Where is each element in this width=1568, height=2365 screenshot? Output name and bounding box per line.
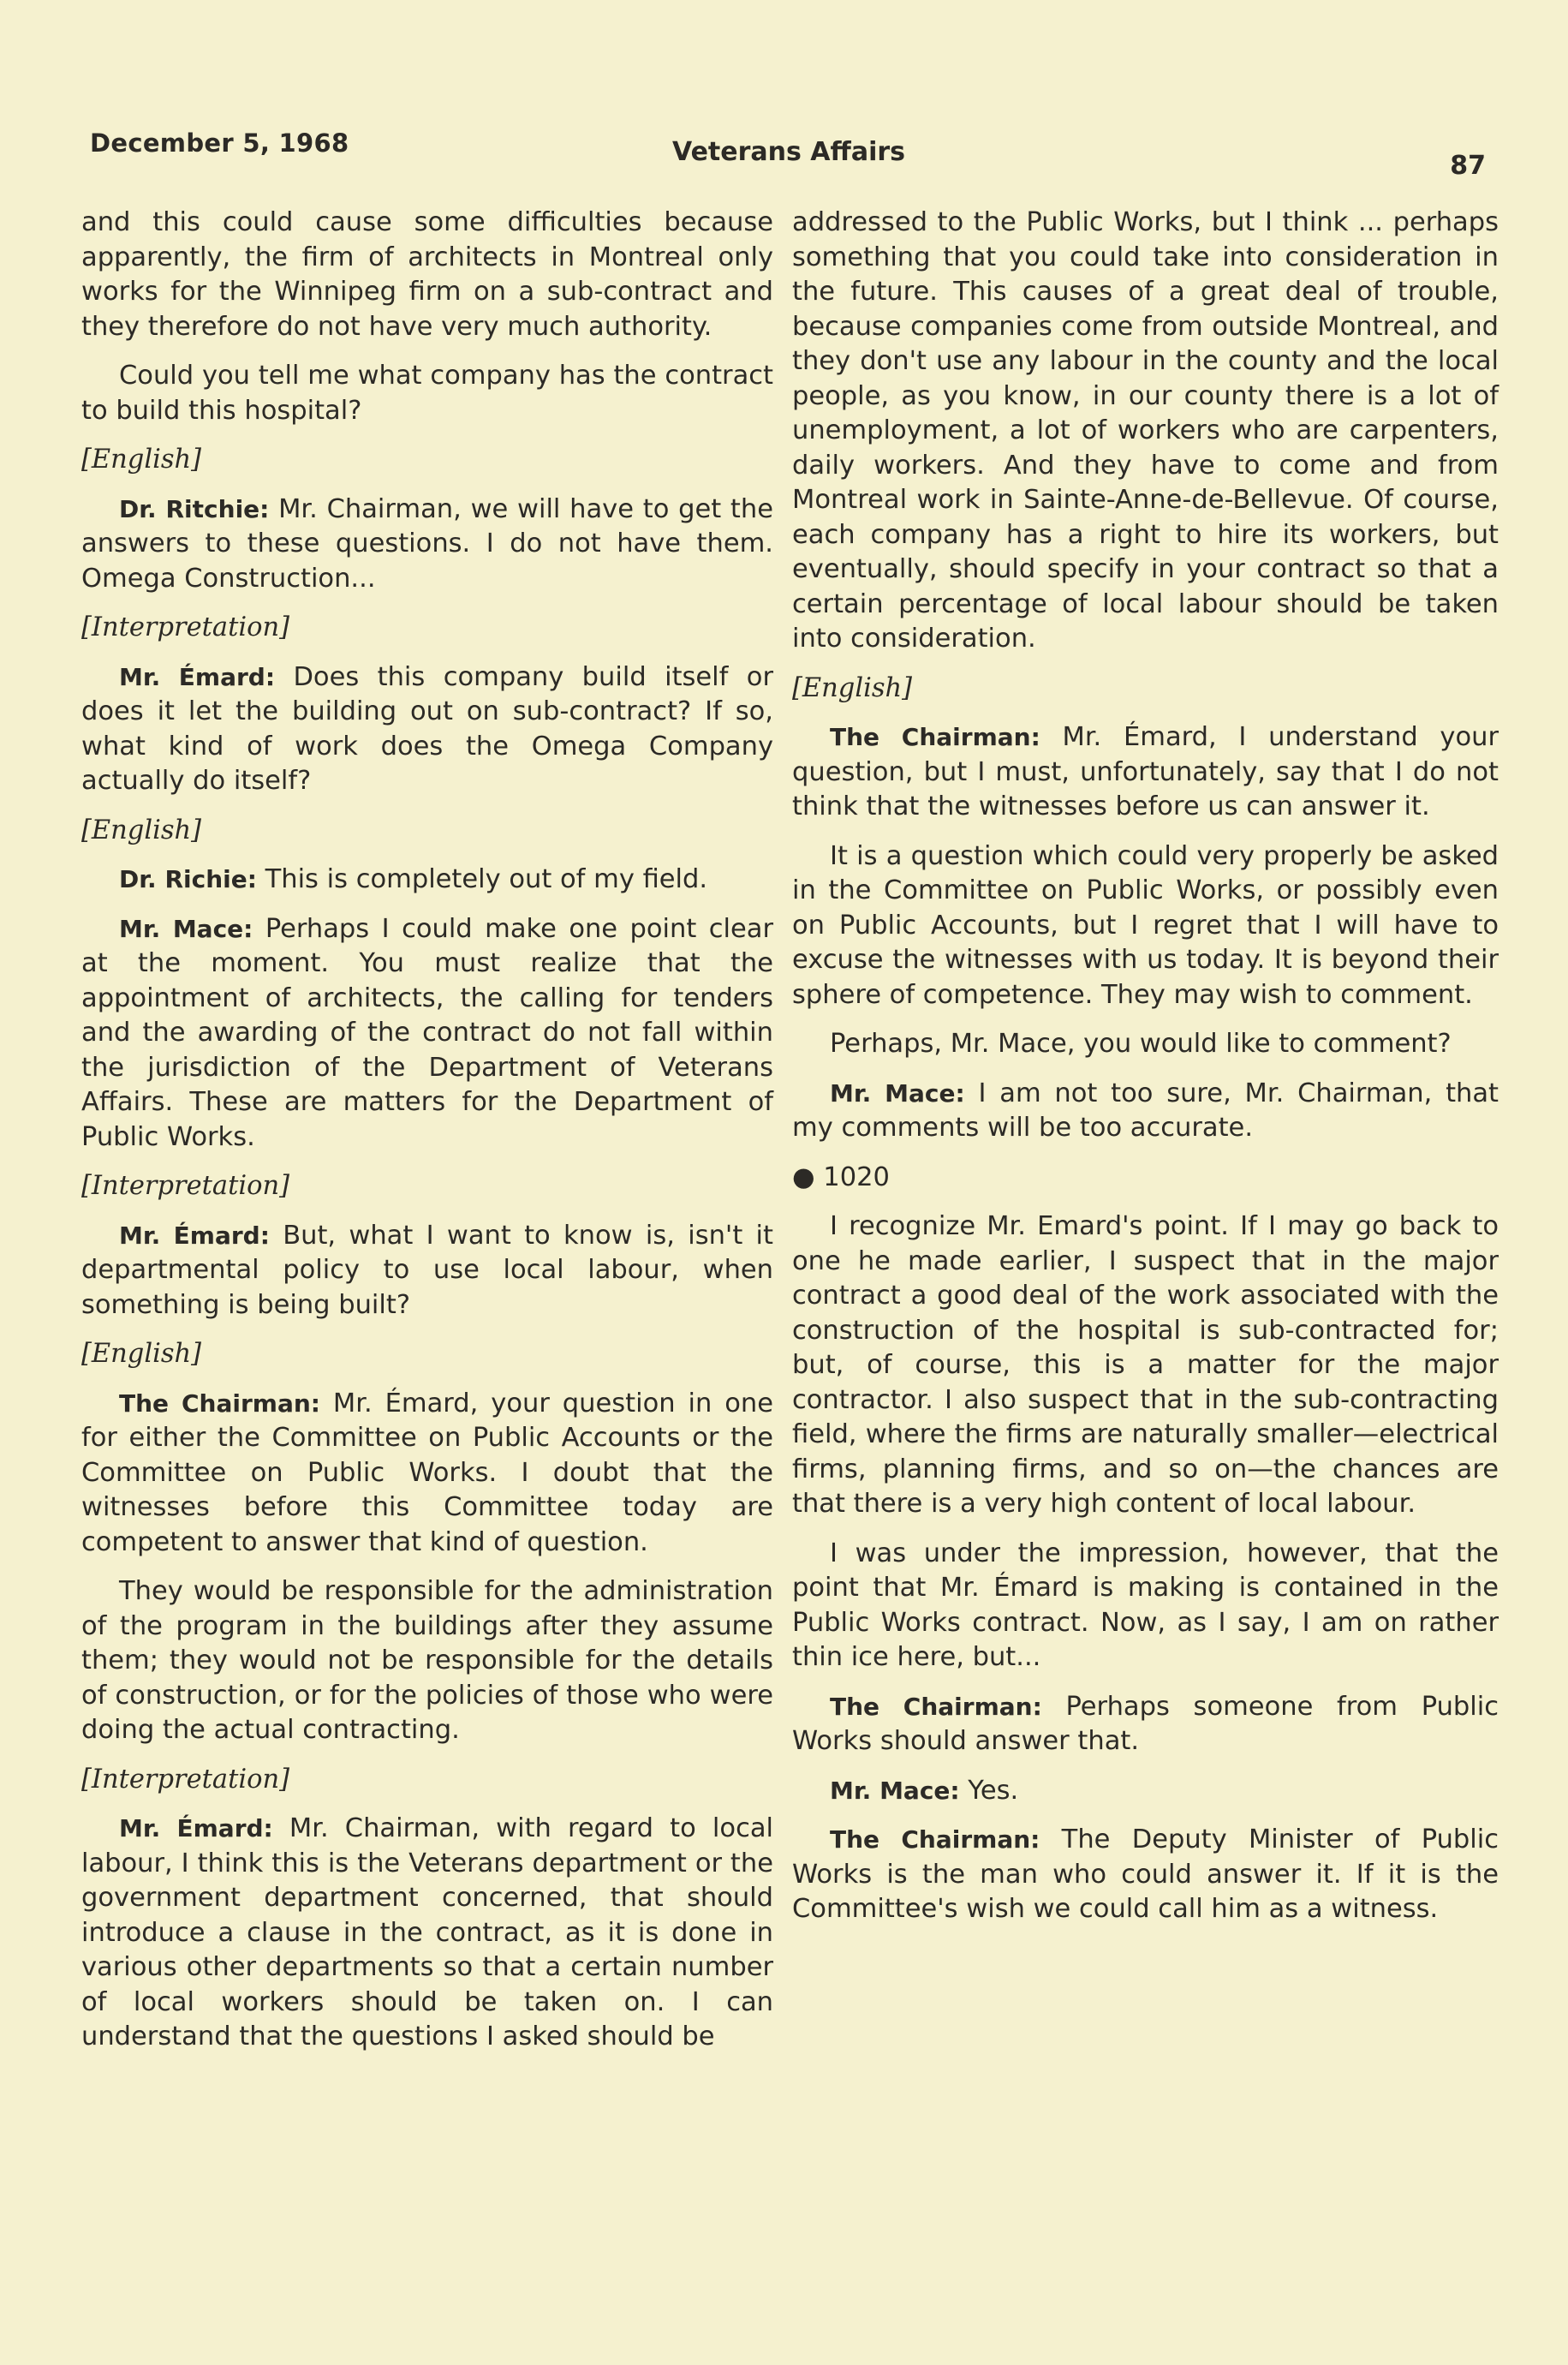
- time-marker: ● 1020: [792, 1162, 890, 1192]
- language-marker: [Interpretation]: [81, 1171, 289, 1201]
- speaker-name: Dr. Ritchie:: [119, 494, 270, 523]
- paragraph-text: Mr. Chairman, with regard to local labour, I think this is the Veterans department or the government department concerned, that should introduce a clause in the contract, as it is done in various other departments so that a certain number of local workers should be taken on. I can understand that the questions I asked should be: [81, 1813, 774, 2051]
- transcript-paragraph: [792, 1077, 1499, 1146]
- transcript-paragraph: [792, 206, 1499, 657]
- paragraph-text: Perhaps, Mr. Mace, you would like to comment?: [830, 1029, 1452, 1059]
- language-marker: [English]: [792, 672, 913, 703]
- paragraph-text: Perhaps someone from Public Works should answer that.: [792, 1691, 1499, 1756]
- transcript-paragraph: [792, 1823, 1499, 1927]
- speaker-name: The Chairman:: [830, 1825, 1040, 1854]
- paragraph-text: Mr. Chairman, we will have to get the answers to these questions. I do not have them. Omega Construction...: [81, 493, 773, 594]
- paragraph-text: Could you tell me what company has the contract to build this hospital?: [81, 361, 773, 426]
- page-header: [90, 128, 1486, 197]
- paragraph-text: It is a question which could very properly be asked in the Committee on Public Works, or possibly even on Public Accounts, but I regret that I will have to excuse the witnesses with us today. It is beyond their sphere of competence. They may wish to comment.: [792, 840, 1499, 1010]
- transcript-paragraph: [792, 1774, 1499, 1809]
- speaker-name: Dr. Richie:: [119, 865, 257, 893]
- paragraph-text: Mr. Émard, your question in one for either the Committee on Public Accounts or the Committee on Public Works. I doubt that the witnesses before this Committee today are competent to answer that kind of question.: [81, 1388, 773, 1557]
- transcript-paragraph: [792, 720, 1499, 825]
- transcript-paragraph: [81, 863, 773, 898]
- transcript-paragraph: [792, 1690, 1499, 1759]
- paragraph-text: I recognize Mr. Emard's point. If I may go back to one he made earlier, I suspect that in the major contract a good deal of the work associated with the construction of the hospital is sub-contracted for; but, of course, this is a matter for the major contractor. I also suspect that in the sub-contracting field, where the firms are naturally smaller—electrical firms, planning firms, and so on—the chances are that there is a very high content of local labour.: [792, 1211, 1499, 1519]
- paragraph-text: But, what I want to know is, isn't it departmental policy to use local labour, when something is being built?: [81, 1220, 773, 1320]
- language-marker: [English]: [81, 815, 202, 845]
- speaker-name: The Chairman:: [119, 1389, 320, 1418]
- paragraph-text: This is completely out of my field.: [256, 864, 708, 894]
- header-date: December 5, 1968: [90, 128, 349, 158]
- page-number: 87: [1450, 151, 1486, 181]
- transcript-paragraph: [792, 1027, 1499, 1062]
- transcript-paragraph: [792, 1209, 1499, 1522]
- transcript-paragraph: [81, 1574, 773, 1748]
- paragraph-text: and this could cause some difficulties because apparently, the firm of architects in Montreal only works for the Winnipeg firm on a sub-contract and they therefore do not have very much authority.: [81, 207, 773, 342]
- header-title: Veterans Affairs: [672, 137, 906, 167]
- paragraph-text: addressed to the Public Works, but I think ... perhaps something that you could take into consideration in the future. This causes of a great deal of trouble, because companies come from outside Montreal, and they don't use any labour in the county and the local people, as you know, in our county there is a lot of unemployment, a lot of workers who are carpenters, daily workers. And they have to come and from Montreal work in Sainte-Anne-de-Bellevue. Of course, each company has a right to hire its workers, but eventually, should specify in your contract so that a certain percentage of local labour should be taken into consideration.: [792, 207, 1499, 654]
- paragraph-text: Yes.: [959, 1775, 1019, 1806]
- paragraph-text: I am not too sure, Mr. Chairman, that my comments will be too accurate.: [792, 1078, 1499, 1143]
- paragraph-text: Perhaps I could make one point clear at the moment. You must realize that the appointment of architects, the calling for tenders and the awarding of the contract do not fall within the jurisdiction of the Department of Veterans Affairs. These are matters for the Department of Public Works.: [81, 913, 773, 1152]
- transcript-paragraph: [81, 493, 773, 597]
- transcript-paragraph: [81, 1387, 773, 1561]
- speaker-name: Mr. Émard:: [119, 662, 276, 691]
- paragraph-text: Does this company build itself or does it let the building out on sub-contract? If so, what kind of work does the Omega Company actually do itself?: [81, 661, 773, 796]
- left-column: [81, 206, 773, 2069]
- language-marker: [Interpretation]: [81, 612, 289, 642]
- transcript-paragraph: [792, 839, 1499, 1013]
- paragraph-text: I was under the impression, however, that the point that Mr. Émard is making is contained in the Public Works contract. Now, as I say, I am on rather thin ice here, but...: [792, 1538, 1499, 1672]
- language-marker: [English]: [81, 445, 202, 475]
- speaker-name: The Chairman:: [830, 723, 1040, 751]
- paragraph-text: They would be responsible for the administration of the program in the buildings after they assume them; they would not be responsible for the details of construction, or for the policies of those who were doing the actual contracting.: [81, 1576, 773, 1745]
- language-marker: [Interpretation]: [81, 1764, 289, 1795]
- transcript-paragraph: [81, 206, 773, 344]
- speaker-name: Mr. Émard:: [119, 1814, 273, 1842]
- language-marker: [English]: [81, 1339, 202, 1369]
- transcript-paragraph: [81, 660, 773, 799]
- transcript-paragraph: [81, 359, 773, 428]
- speaker-name: Mr. Émard:: [119, 1221, 270, 1250]
- paragraph-text: The Deputy Minister of Public Works is the man who could answer it. If it is the Committee's wish we could call him as a witness.: [792, 1825, 1499, 1924]
- transcript-paragraph: [81, 912, 773, 1156]
- speaker-name: Mr. Mace:: [830, 1078, 965, 1108]
- transcript-paragraph: [792, 1537, 1499, 1675]
- right-column: [792, 206, 1499, 1942]
- speaker-name: Mr. Mace:: [830, 1776, 960, 1805]
- paragraph-text: Mr. Émard, I understand your question, but I must, unfortunately, say that I do not think that the witnesses before us can answer it.: [792, 722, 1499, 821]
- speaker-name: Mr. Mace:: [119, 914, 253, 943]
- transcript-paragraph: [81, 1812, 773, 2055]
- speaker-name: The Chairman:: [830, 1692, 1042, 1721]
- transcript-paragraph: [81, 1219, 773, 1323]
